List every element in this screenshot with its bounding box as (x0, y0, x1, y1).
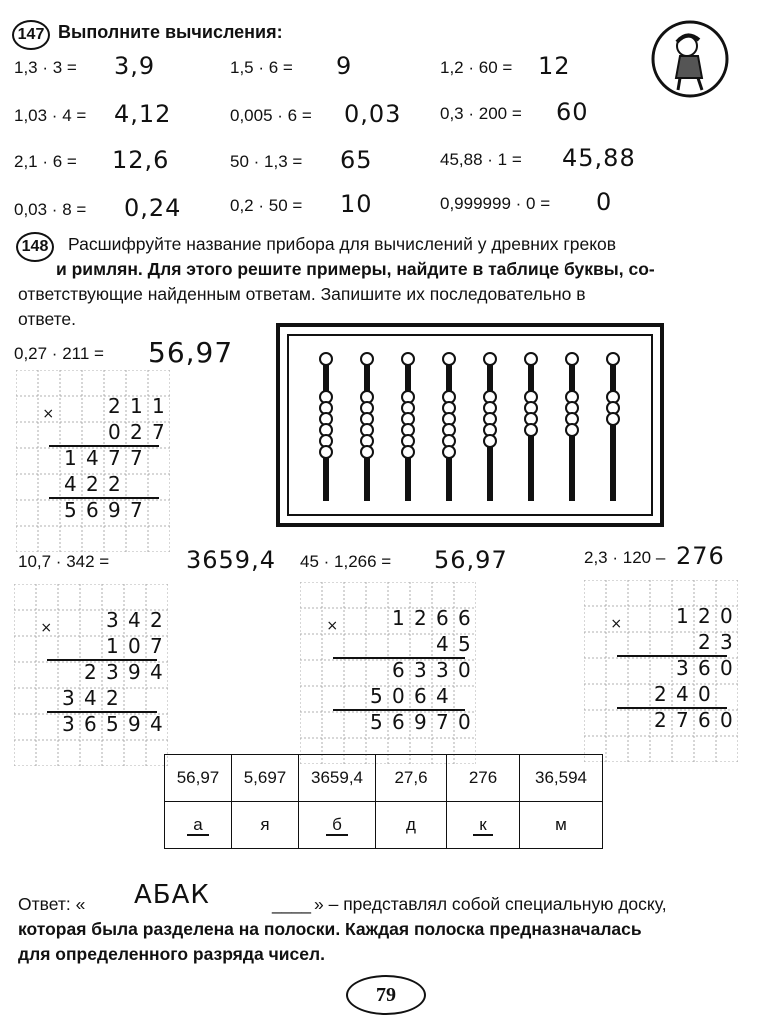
table-value: 27,6 (376, 755, 447, 802)
grid-digit: 3 (62, 712, 75, 736)
exercise-147-badge: 147 (12, 20, 50, 50)
grid-digit: 4 (86, 446, 99, 470)
table-value: 5,697 (232, 755, 299, 802)
grid-digit: 4 (128, 608, 141, 632)
problem-answer: 60 (556, 98, 589, 126)
grid-digit: 9 (128, 712, 141, 736)
grid-digit: 2 (84, 660, 97, 684)
grid-digit: 6 (458, 606, 471, 630)
problem-expr: 0,999999 · 0 = (440, 194, 551, 213)
grid-digit: 0 (108, 420, 121, 444)
answer-suffix-line: » – представлял собой специальную доску, (314, 894, 667, 914)
grid-digit: 3 (106, 608, 119, 632)
problem-answer: 9 (336, 52, 353, 80)
grid-digit: 7 (108, 446, 121, 470)
problem-answer: 3,9 (114, 52, 156, 80)
grid-digit: 4 (150, 712, 163, 736)
abacus-bead (320, 353, 332, 365)
answer-table-letters-row (165, 802, 603, 849)
grid-digit: 0 (720, 708, 733, 732)
grid-digit: 5 (106, 712, 119, 736)
abacus-bead (566, 353, 578, 365)
problem-answer: 45,88 (562, 144, 636, 172)
table-letter: д (406, 815, 416, 834)
abacus-bead (484, 435, 496, 447)
problem-expr: 0,3 · 200 = (440, 104, 522, 123)
problem-answer: 0,03 (344, 100, 402, 128)
grid-digit: 6 (698, 708, 711, 732)
calc-expr: 10,7 · 342 = (18, 552, 110, 571)
problem-expr: 1,3 · 3 = (14, 58, 77, 77)
calc-answer: 56,97 (148, 336, 234, 369)
grid-digit: 1 (152, 394, 165, 418)
problem-expr: 1,5 · 6 = (230, 58, 293, 77)
answer-handwritten: АБАК (134, 880, 210, 910)
grid-digit: 1 (676, 604, 689, 628)
abacus-bead (402, 446, 414, 458)
problem-answer: 10 (340, 190, 373, 218)
problem-expr: 50 · 1,3 = (230, 152, 303, 171)
abacus-bead (484, 353, 496, 365)
grid-digit: 2 (150, 608, 163, 632)
calc-expr: 0,27 · 211 = (14, 344, 104, 363)
answer-table-values-row (165, 755, 603, 802)
grid-digit: 0 (698, 682, 711, 706)
abacus-bead (525, 353, 537, 365)
table-value: 56,97 (165, 755, 232, 802)
grid-digit: 2 (414, 606, 427, 630)
abacus-bead (361, 446, 373, 458)
grid-digit: 6 (392, 710, 405, 734)
grid-digit: 0 (720, 656, 733, 680)
grid-digit: 3 (436, 658, 449, 682)
grid-digit: 5 (458, 632, 471, 656)
grid-digit: 2 (108, 394, 121, 418)
grid-digit: 6 (436, 606, 449, 630)
grid-digit: 1 (64, 446, 77, 470)
calc-answer: 3659,4 (186, 546, 276, 574)
grid-digit: 0 (128, 634, 141, 658)
problem-expr: 0,005 · 6 = (230, 106, 312, 125)
multiply-sign: × (40, 620, 53, 637)
problem-expr: 0,03 · 8 = (14, 200, 87, 219)
grid-digit: 4 (436, 684, 449, 708)
calc-answer: 276 (676, 542, 725, 570)
calc-expr: 45 · 1,266 = (300, 552, 392, 571)
abacus-bead (525, 424, 537, 436)
grid-digit: 7 (150, 634, 163, 658)
table-value: 36,594 (520, 755, 603, 802)
exercise-147-title: Выполните вычисления: (58, 22, 283, 42)
grid-digit: 4 (84, 686, 97, 710)
grid-digit: 7 (436, 710, 449, 734)
grid-digit: 1 (130, 394, 143, 418)
grid-digit: 7 (130, 498, 143, 522)
grid-digit: 4 (64, 472, 77, 496)
problem-answer: 0,24 (124, 194, 182, 222)
problem-answer: 12 (538, 52, 571, 80)
abacus-illustration (276, 323, 664, 527)
problem-expr: 45,88 · 1 = (440, 150, 522, 169)
grid-digit: 5 (370, 684, 383, 708)
abacus-bead (402, 353, 414, 365)
grid-digit: 6 (414, 684, 427, 708)
answer-suffix-line: которая была разделена на полоски. Каждая полоска предназначалась (18, 919, 642, 939)
grid-digit: 7 (152, 420, 165, 444)
answer-prefix: Ответ: « (18, 894, 86, 914)
task-text-line: ответе. (18, 309, 77, 329)
abacus-bead (607, 353, 619, 365)
table-letter: м (555, 815, 567, 834)
grid-digit: 2 (108, 472, 121, 496)
problem-answer: 4,12 (114, 100, 172, 128)
answer-suffix-line: для определенного разряда чисел. (18, 944, 325, 964)
table-value: 276 (447, 755, 520, 802)
abacus-bead (566, 424, 578, 436)
abacus-bead (320, 446, 332, 458)
grid-digit: 9 (128, 660, 141, 684)
grid-digit: 3 (62, 686, 75, 710)
problem-expr: 2,1 · 6 = (14, 152, 77, 171)
problem-answer: 65 (340, 146, 373, 174)
problem-expr: 1,2 · 60 = (440, 58, 513, 77)
grid-digit: 2 (130, 420, 143, 444)
multiply-sign: × (42, 406, 55, 423)
grid-digit: 6 (84, 712, 97, 736)
multiply-sign: × (610, 616, 623, 633)
grid-digit: 3 (414, 658, 427, 682)
grid-digit: 0 (720, 604, 733, 628)
grid-digit: 3 (676, 656, 689, 680)
abacus-bead (361, 353, 373, 365)
grid-digit: 0 (458, 658, 471, 682)
grid-digit: 0 (392, 684, 405, 708)
page-number: 79 (346, 975, 426, 1015)
grid-digit: 2 (106, 686, 119, 710)
grid-digit: 1 (392, 606, 405, 630)
abacus-bead (443, 353, 455, 365)
problem-expr: 1,03 · 4 = (14, 106, 87, 125)
table-letter: к (473, 815, 492, 836)
task-text-line: и римлян. Для этого решите примеры, найдите в таблице буквы, со- (56, 259, 655, 279)
grid-digit: 3 (106, 660, 119, 684)
grid-digit: 2 (654, 708, 667, 732)
grid-digit: 9 (414, 710, 427, 734)
grid-digit: 6 (392, 658, 405, 682)
answer-blank: ____ (272, 894, 311, 914)
grid-digit: 2 (698, 630, 711, 654)
exercise-148-badge: 148 (16, 232, 54, 262)
calc-answer: 56,97 (434, 546, 508, 574)
abacus-bead (607, 413, 619, 425)
table-letter: а (187, 815, 208, 836)
grid-digit: 2 (698, 604, 711, 628)
table-letter: я (260, 815, 270, 834)
grid-digit: 7 (676, 708, 689, 732)
multiply-sign: × (326, 618, 339, 635)
grid-digit: 4 (150, 660, 163, 684)
calc-expr: 2,3 · 120 – (584, 548, 666, 567)
abacus-rod (610, 353, 616, 501)
mascot-illustration (650, 16, 730, 102)
problem-expr: 0,2 · 50 = (230, 196, 303, 215)
problem-answer: 12,6 (112, 146, 170, 174)
grid-digit: 6 (698, 656, 711, 680)
task-text-line: Расшифруйте название прибора для вычислений у древних греков (68, 234, 617, 254)
answer-table (164, 754, 603, 849)
table-value: 3659,4 (299, 755, 376, 802)
grid-digit: 2 (86, 472, 99, 496)
grid-digit: 7 (130, 446, 143, 470)
abacus-bead (443, 446, 455, 458)
table-letter: б (326, 815, 348, 836)
grid-digit: 5 (370, 710, 383, 734)
grid-digit: 2 (654, 682, 667, 706)
grid-digit: 3 (720, 630, 733, 654)
grid-digit: 5 (64, 498, 77, 522)
grid-digit: 4 (436, 632, 449, 656)
grid-digit: 6 (86, 498, 99, 522)
grid-digit: 4 (676, 682, 689, 706)
grid-digit: 9 (108, 498, 121, 522)
grid-digit: 1 (106, 634, 119, 658)
problem-answer: 0 (596, 188, 613, 216)
task-text-line: ответствующие найденным ответам. Запишите их последовательно в (18, 284, 586, 304)
grid-digit: 0 (458, 710, 471, 734)
